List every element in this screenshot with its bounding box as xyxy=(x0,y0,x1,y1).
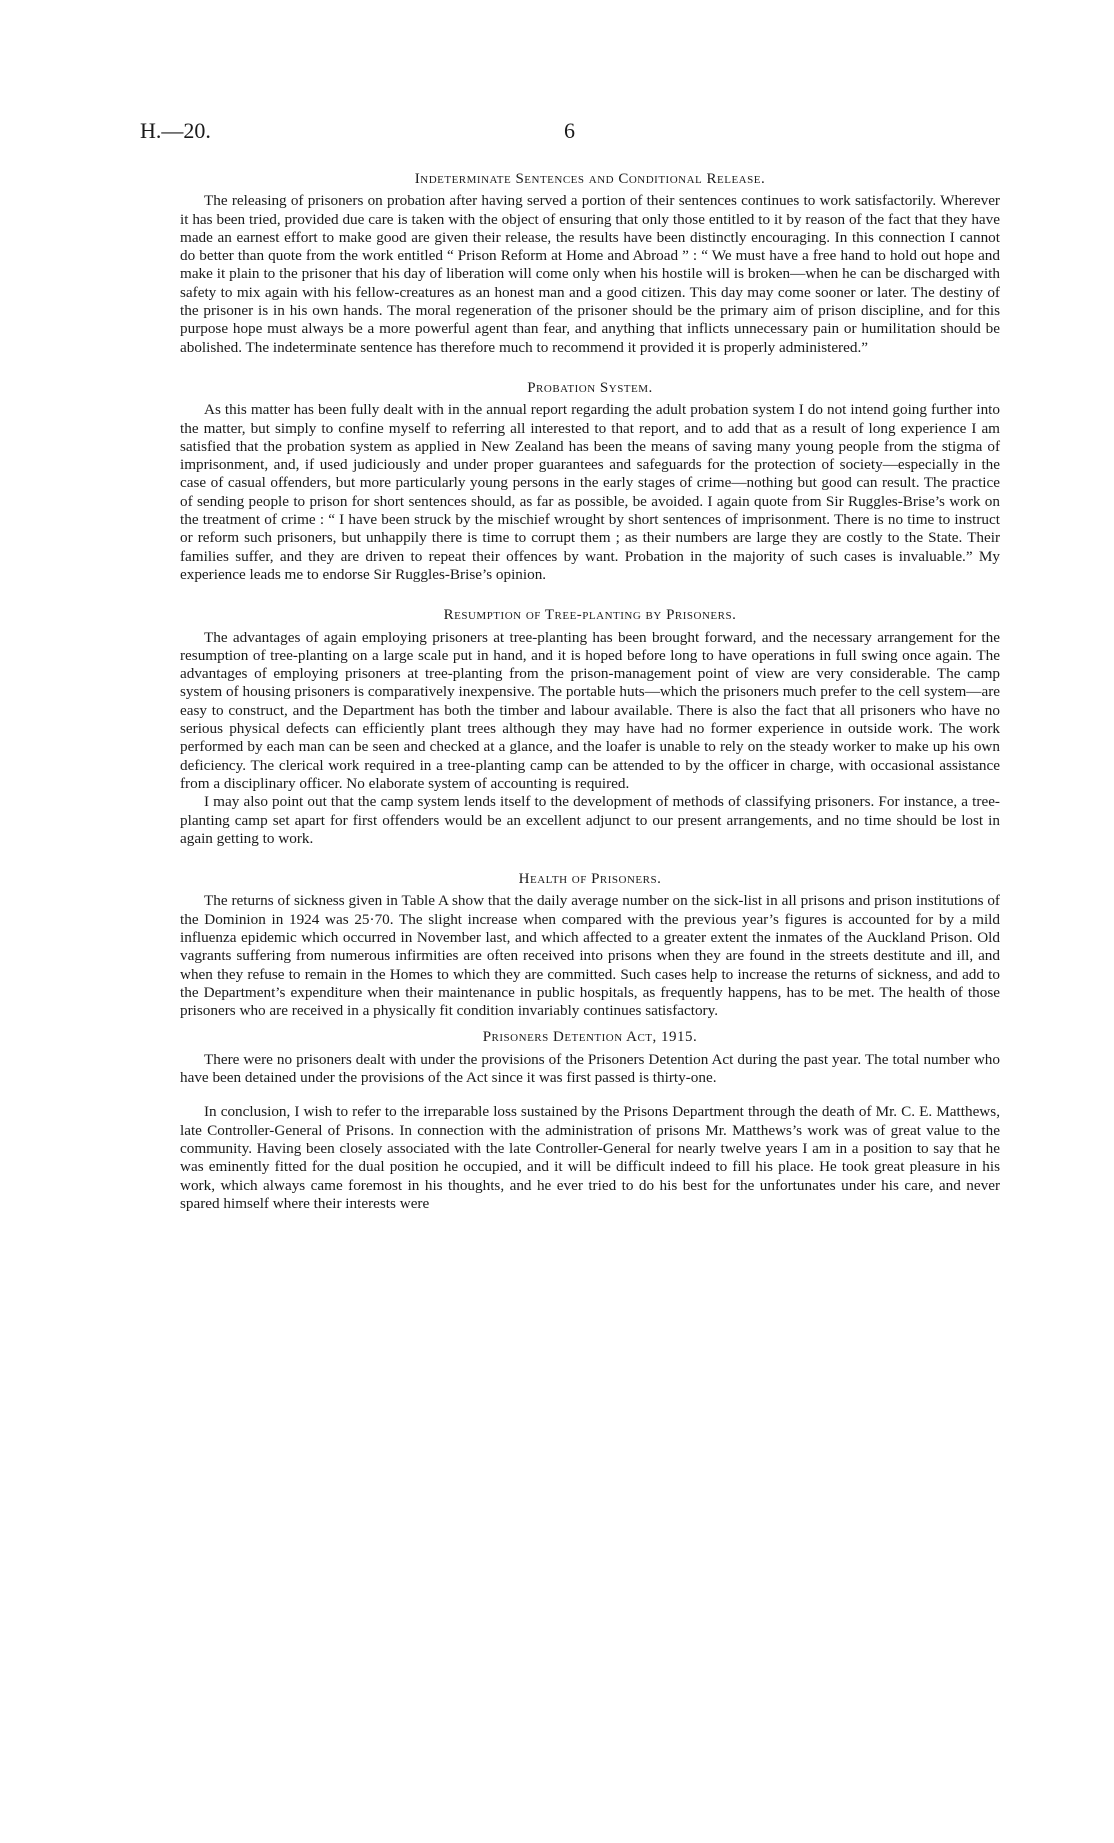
document-id: H.—20. xyxy=(140,118,211,143)
paragraph: There were no prisoners dealt with under the provisions of the Prisoners Detention Act during the past year. The total number who have been detained under the provisions of the Act since it was first passed is thirty-one. xyxy=(180,1050,1000,1087)
section-heading: Prisoners Detention Act, 1915. xyxy=(482,1029,698,1046)
section-probation-system xyxy=(180,379,1000,584)
paragraph: The advantages of again employing prisoners at tree-planting has been brought forward, and the necessary arrangement for the resumption of tree-planting on a large scale put in hand, and it is hoped before long to have operations in full swing once again. The advantages of employing prisoners at tree-planting from the prison-management point of view are very considerable. The camp system of housing prisoners is comparatively inexpensive. The portable huts—which the prisoners much prefer to the cell system—are easy to construct, and the Department has both the timber and labour available. There is also the fact that all prisoners who have no serious physical defects can efficiently plant trees although they may have had no former experience in outside work. The work performed by each man can be seen and checked at a glance, and the loafer is unable to rely on the steady worker to make up his own deficiency. The clerical work required in a tree-planting camp can be attended to by the officer in charge, with occasional assistance from a disciplinary officer. No elaborate system of accounting is required. xyxy=(180,628,1000,792)
page-number: 6 xyxy=(564,118,575,143)
section-heading: Health of Prisoners. xyxy=(518,871,662,888)
section-health-of-prisoners xyxy=(180,870,1000,1020)
paragraph: The returns of sickness given in Table A show that the daily average number on the sick-list in all prisons and prison institutions of the Dominion in 1924 was 25·70. The slight increase when compared with the previous year’s figures is accounted for by a mild influenza epidemic which occurred in November last, and which affected to a greater extent the inmates of the Auckland Prison. Old vagrants suffering from numerous infirmities are often received into prisons when they are found in the streets destitute and ill, and when they refuse to remain in the Homes to which they are committed. Such cases help to increase the returns of sickness, and add to the Department’s expenditure when their maintenance in public hospitals, as frequently happens, has to be met. The health of those prisoners who are received in a physically fit condition invariably continues satisfactory. xyxy=(180,892,1000,1020)
section-heading: Resumption of Tree-planting by Prisoners. xyxy=(443,607,737,624)
closing-paragraph: In conclusion, I wish to refer to the irreparable loss sustained by the Prisons Department through the death of Mr. C. E. Matthews, late Controller-General of Prisons. In connection with the administration of prisons Mr. Matthews’s work was of great value to the community. Having been closely associated with the late Controller-General for nearly twelve years I am in a position to say that he was eminently fitted for the dual position he occupied, and it will be difficult indeed to fill his place. He took great pleasure in his work, which always came foremost in his thoughts, and he ever tried to do his best for the unfortunates under his care, and never spared himself where their interests were xyxy=(180,1103,1000,1212)
section-tree-planting xyxy=(180,606,1000,848)
section-indeterminate-sentences xyxy=(180,170,1000,357)
paragraph: As this matter has been fully dealt with in the annual report regarding the adult probation system I do not intend going further into the matter, but simply to confine myself to referring all interested to that report, and to add that as a result of long experience I am satisfied that the probation system as applied in New Zealand has been the means of saving many young people from the stigma of imprisonment, and, if used judiciously and under proper guarantees and safeguards for the protection of society—especially in the case of casual offenders, but more particularly young persons in the early stages of crime—nothing but good can result. The practice of sending people to prison for short sentences should, as far as possible, be avoided. I again quote from Sir Ruggles-Brise’s work on the treatment of crime : “ I have been struck by the mischief wrought by short sentences of imprisonment. There is no time to instruct or reform such prisoners, but unhappily there is time to corrupt them ; as their numbers are large they are costly to the State. Their families suffer, and they are driven to repeat their offences by want. Probation in the majority of such cases is invaluable.” My experience leads me to endorse Sir Ruggles-Brise’s opinion. xyxy=(180,401,1000,583)
document-body xyxy=(180,170,1000,1213)
section-heading: Indeterminate Sentences and Conditional Release. xyxy=(414,171,766,187)
page-header xyxy=(140,118,1000,148)
section-prisoners-detention-act xyxy=(180,1028,1000,1087)
section-closing xyxy=(180,1103,1000,1213)
paragraph: I may also point out that the camp system lends itself to the development of methods of classifying prisoners. For instance, a tree-planting camp set apart for first offenders would be an excellent adjunct to our present arrangements, and no time should be lost in again getting to work. xyxy=(180,793,1000,847)
section-heading: Probation System. xyxy=(527,379,653,396)
paragraph: The releasing of prisoners on probation after having served a portion of their sentences continues to work satisfactorily. Wherever it has been tried, provided due care is taken with the object of ensuring that only those entitled to it by reason of the fact that they have made an earnest effort to make good are given their release, the results have been distinctly encouraging. In this connection I cannot do better than quote from the work entitled “ Prison Reform at Home and Abroad ” : “ We must have a free hand to hold out hope and make it plain to the prisoner that his day of liberation will come only when his hostile will is broken—when he can be discharged with safety to mix again with his fellow-creatures as an honest man and a good citizen. This day may come sooner or later. The destiny of the prisoner is in his own hands. The moral regeneration of the prisoner should be the primary aim of prison discipline, and for this purpose hope must always be a more powerful agent than fear, and anything that inflicts unnecessary pain or humilitation should be abolished. The indeterminate sentence has therefore much to recommend it provided it is properly administered.” xyxy=(180,192,1000,356)
